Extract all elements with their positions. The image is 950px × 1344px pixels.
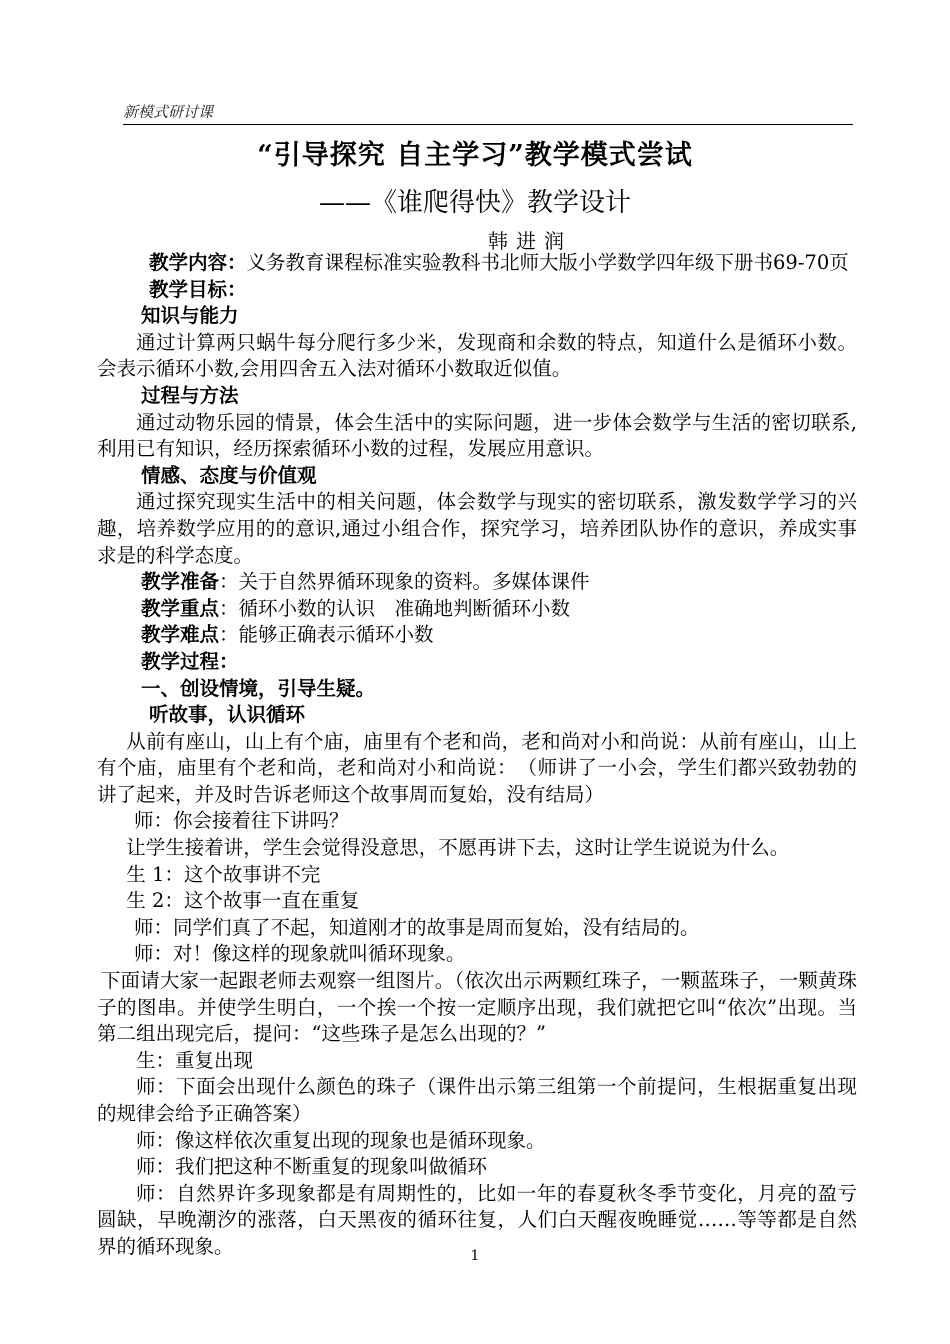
- paragraph: 生：重复出现: [136, 1048, 254, 1072]
- paragraph: 生 2：这个故事一直在重复: [126, 889, 360, 913]
- teaching-difficulty-text: ：能够正确表示循环小数: [219, 623, 434, 647]
- teaching-key-label: 教学重点: [141, 596, 220, 620]
- process-label: 教学过程：: [141, 649, 239, 673]
- teaching-key: [97, 596, 857, 623]
- teaching-difficulty-label: 教学难点: [141, 623, 220, 647]
- paragraph: 师：对！像这样的现象就叫循环现象。: [134, 942, 466, 966]
- page-number: 1: [470, 1248, 480, 1264]
- document-body: [97, 250, 857, 1261]
- document-title: “引导探究 自主学习”教学模式尝试: [257, 140, 693, 171]
- goals-label: 教学目标：: [149, 277, 247, 301]
- section-1-subheading: 听故事，认识循环: [149, 703, 306, 727]
- paragraph: 师：同学们真了不起，知道刚才的故事是周而复始，没有结局的。: [134, 915, 700, 939]
- paragraph: 让学生接着讲，学生会觉得没意思，不愿再讲下去，这时让学生说说为什么。: [126, 836, 790, 860]
- header-label: 新模式研讨课: [123, 101, 853, 125]
- paragraph: 师：你会接着往下讲吗？: [134, 809, 349, 833]
- teaching-content-label: 教学内容：: [149, 251, 247, 274]
- process-method-heading: 过程与方法: [141, 383, 239, 407]
- section-1-heading: 一、创设情境，引导生疑。: [141, 676, 376, 700]
- teaching-difficulty: [97, 622, 857, 649]
- paragraph: 师：像这样依次重复出现的现象也是循环现象。: [136, 1128, 546, 1152]
- process-method-text: 通过动物乐园的情景，体会生活中的实际问题，进一步体会数学与生活的密切联系,利用已有知识，经历探索循环小数的过程，发展应用意识。: [97, 410, 857, 461]
- paragraph: 师：我们把这种不断重复的现象叫做循环: [136, 1155, 488, 1179]
- paragraph: 从前有座山，山上有个庙，庙里有个老和尚，老和尚对小和尚说：从前有座山，山上有个庙，庙里有个老和尚，老和尚对小和尚说： （师讲了一小会，学生们都兴致勃勃的讲了起来，并及时告诉老师这个故事周而复始，没有结局）: [97, 729, 857, 806]
- emotion-heading: 情感、态度与价值观: [141, 463, 317, 487]
- document-subtitle: ——《谁爬得快》教学设计: [318, 188, 631, 218]
- paragraph: 师：自然界许多现象都是有周期性的，比如一年的春夏秋冬季节变化，月亮的盈亏圆缺，早晚潮汐的涨落，白天黑夜的循环往复，人们白天醒夜晚睡觉……等等都是自然界的循环现象。: [97, 1181, 857, 1258]
- teaching-content: [97, 250, 857, 277]
- knowledge-text: 通过计算两只蜗牛每分爬行多少米，发现商和余数的特点，知道什么是循环小数。会表示循环小数,会用四舍五入法对循环小数取近似值。: [97, 330, 857, 381]
- author-name: 韩进润: [488, 229, 572, 253]
- paragraph: 下面请大家一起跟老师去观察一组图片。（依次出示两颗红珠子，一颗蓝珠子，一颗黄珠子的图串。并使学生明白，一个挨一个按一定顺序出现，我们就把它叫“依次”出现。当第二组出现完后，提问：“这些珠子是怎么出现的？”: [97, 969, 857, 1046]
- knowledge-heading: 知识与能力: [141, 304, 239, 328]
- emotion-text: 通过探究现实生活中的相关问题，体会数学与现实的密切联系，激发数学学习的兴趣，培养数学应用的的意识,通过小组合作，探究学习，培养团队协作的意识，养成实事求是的科学态度。: [97, 490, 857, 567]
- teaching-prep: [97, 569, 857, 596]
- paragraph: 师：下面会出现什么颜色的珠子（课件出示第三组第一个前提问，生根据重复出现的规律会给予正确答案）: [97, 1075, 857, 1125]
- teaching-prep-label: 教学准备: [141, 570, 220, 594]
- teaching-prep-text: ：关于自然界循环现象的资料。多媒体课件: [219, 570, 590, 594]
- paragraph: 生 1：这个故事讲不完: [126, 862, 321, 886]
- teaching-content-text: 义务教育课程标准实验教科书北师大版小学数学四年级下册书69-70页: [246, 251, 849, 274]
- teaching-key-text: ：循环小数的认识 准确地判断循环小数: [219, 596, 571, 620]
